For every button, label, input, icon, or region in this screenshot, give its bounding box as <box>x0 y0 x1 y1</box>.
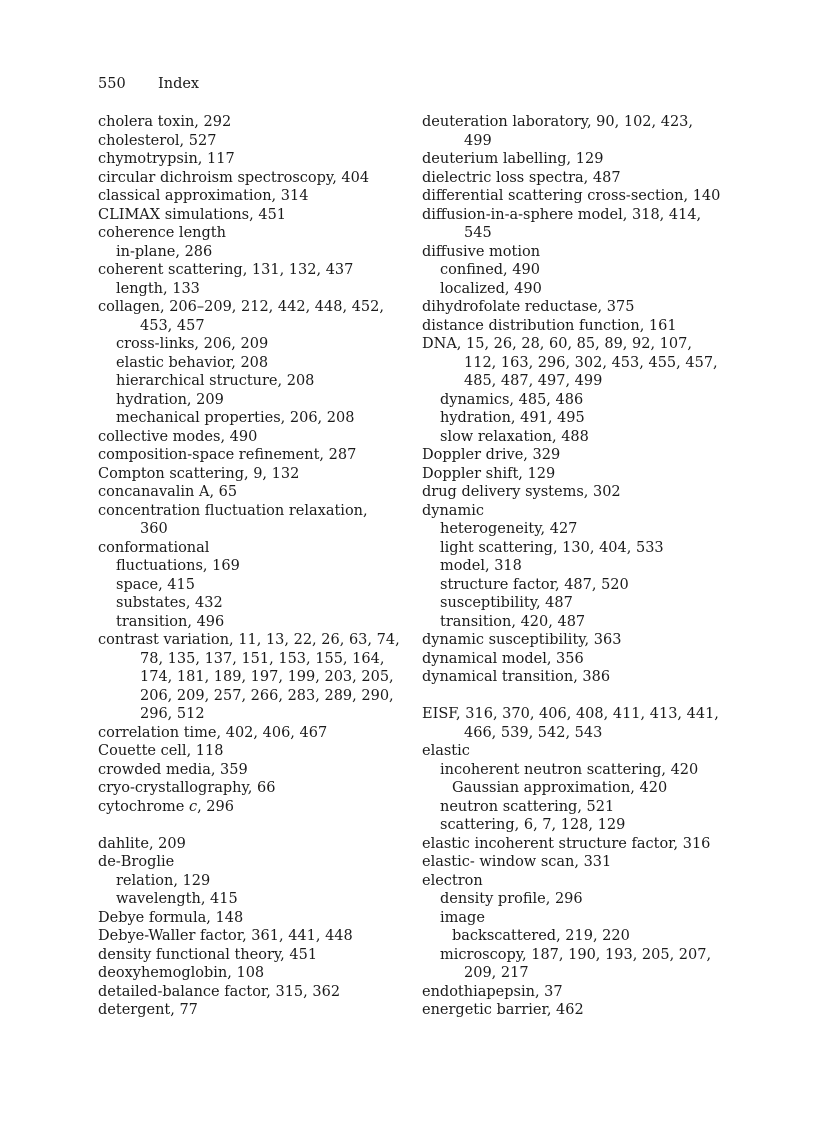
index-entry: CLIMAX simulations, 451 <box>98 206 287 223</box>
index-entry: detergent, 77 <box>98 1002 198 1018</box>
index-entry: diffusion-in-a-sphere model, 318, 414, <box>422 206 702 223</box>
index-subentry: slow relaxation, 488 <box>440 428 589 445</box>
index-entry: de-Broglie <box>98 854 175 870</box>
index-entry: dynamic susceptibility, 363 <box>422 632 622 648</box>
index-entry-continuation: 78, 135, 137, 151, 153, 155, 164, <box>140 650 385 667</box>
index-subentry: structure factor, 487, 520 <box>440 576 629 593</box>
running-title: Index <box>158 76 200 92</box>
index-entry: density functional theory, 451 <box>98 946 318 963</box>
index-subentry: model, 318 <box>440 558 522 574</box>
index-subentry: length, 133 <box>116 280 200 297</box>
index-entry: cryo-crystallography, 66 <box>98 780 276 796</box>
index-entry-continuation: 112, 163, 296, 302, 453, 455, 457, <box>464 354 718 371</box>
index-subentry: localized, 490 <box>440 280 542 297</box>
index-entry: EISF, 316, 370, 406, 408, 411, 413, 441, <box>422 706 719 722</box>
index-subentry: image <box>440 909 485 926</box>
index-subentry: susceptibility, 487 <box>440 595 573 611</box>
index-entry: dihydrofolate reductase, 375 <box>422 299 635 315</box>
index-subentry: mechanical properties, 206, 208 <box>116 410 355 426</box>
index-column-right <box>422 113 722 1020</box>
index-entry-continuation: 360 <box>140 521 168 537</box>
index-subentry: wavelength, 415 <box>116 891 238 907</box>
index-subentry: scattering, 6, 7, 128, 129 <box>440 817 626 833</box>
index-subentry: cross-links, 206, 209 <box>116 336 269 352</box>
index-subentry: confined, 490 <box>440 262 540 278</box>
index-subentry: backscattered, 219, 220 <box>452 928 630 944</box>
index-entry-continuation: 466, 539, 542, 543 <box>464 724 603 741</box>
index-entry: differential scattering cross-section, 140 <box>422 188 721 204</box>
index-entry: conformational <box>98 539 210 556</box>
index-entry-continuation: 485, 487, 497, 499 <box>464 373 603 389</box>
index-entry: DNA, 15, 26, 28, 60, 85, 89, 92, 107, <box>422 336 692 352</box>
index-entry: electron <box>422 872 483 889</box>
index-entry: deuterium labelling, 129 <box>422 151 604 167</box>
index-entry: classical approximation, 314 <box>98 188 309 204</box>
index-subentry: density profile, 296 <box>440 891 583 907</box>
index-entry: circular dichroism spectroscopy, 404 <box>98 169 370 186</box>
index-subentry: substates, 432 <box>116 595 223 611</box>
index-entry: concentration fluctuation relaxation, <box>98 502 368 519</box>
index-subentry: space, 415 <box>116 576 195 593</box>
index-entry: crowded media, 359 <box>98 761 248 778</box>
index-entry: correlation time, 402, 406, 467 <box>98 724 328 741</box>
index-subentry: hierarchical structure, 208 <box>116 373 315 389</box>
index-entry: Couette cell, 118 <box>98 743 224 759</box>
index-entry: chymotrypsin, 117 <box>98 151 235 167</box>
index-subentry: Gaussian approximation, 420 <box>452 780 668 796</box>
index-entry: Debye formula, 148 <box>98 909 244 926</box>
index-entry: dynamic <box>422 502 484 519</box>
index-entry-continuation: 499 <box>464 132 492 149</box>
index-entry: dahlite, 209 <box>98 835 186 852</box>
index-entry: diffusive motion <box>422 243 541 260</box>
index-entry-continuation: 453, 457 <box>140 317 205 334</box>
index-subentry: dynamics, 485, 486 <box>440 391 584 408</box>
index-entry: dynamical transition, 386 <box>422 669 611 685</box>
index-entry: collagen, 206–209, 212, 442, 448, 452, <box>98 299 384 315</box>
index-subentry: transition, 420, 487 <box>440 613 586 630</box>
index-subentry: incoherent neutron scattering, 420 <box>440 761 699 778</box>
index-entry: collective modes, 490 <box>98 428 258 445</box>
page-number: 550 <box>98 76 126 92</box>
index-entry: dielectric loss spectra, 487 <box>422 169 621 186</box>
index-subentry: microscopy, 187, 190, 193, 205, 207, <box>440 946 712 963</box>
index-entry-continuation: 174, 181, 189, 197, 199, 203, 205, <box>140 669 394 685</box>
index-subentry: hydration, 209 <box>116 391 224 408</box>
index-entry: elastic <box>422 743 470 759</box>
index-column-left <box>98 113 403 1020</box>
index-entry: Debye-Waller factor, 361, 441, 448 <box>98 928 353 944</box>
index-entry: composition-space refinement, 287 <box>98 447 357 463</box>
index-entry: deoxyhemoglobin, 108 <box>98 965 265 981</box>
index-entry: cytochrome c, 296 <box>98 798 234 815</box>
index-subentry: in-plane, 286 <box>116 243 213 260</box>
index-entry: deuteration laboratory, 90, 102, 423, <box>422 114 694 130</box>
index-entry-continuation: 545 <box>464 225 492 241</box>
running-header <box>98 75 199 94</box>
index-entry: drug delivery systems, 302 <box>422 484 621 500</box>
index-entry: contrast variation, 11, 13, 22, 26, 63, 74, <box>98 632 400 648</box>
index-entry: Doppler drive, 329 <box>422 447 561 463</box>
index-entry: dynamical model, 356 <box>422 650 584 667</box>
index-entry: elastic incoherent structure factor, 316 <box>422 835 711 852</box>
index-entry: cholesterol, 527 <box>98 132 217 149</box>
index-entry: endothiapepsin, 37 <box>422 983 563 1000</box>
index-entry: elastic- window scan, 331 <box>422 854 612 870</box>
index-entry: distance distribution function, 161 <box>422 317 677 334</box>
index-entry: cholera toxin, 292 <box>98 114 232 130</box>
index-entry: Compton scattering, 9, 132 <box>98 465 300 482</box>
index-entry: energetic barrier, 462 <box>422 1002 584 1018</box>
index-subentry: light scattering, 130, 404, 533 <box>440 539 664 556</box>
index-subentry: neutron scattering, 521 <box>440 798 615 815</box>
index-subentry: fluctuations, 169 <box>116 558 240 574</box>
index-entry: Doppler shift, 129 <box>422 465 556 482</box>
index-subentry: heterogeneity, 427 <box>440 521 578 537</box>
index-entry: coherent scattering, 131, 132, 437 <box>98 262 354 278</box>
index-subentry: relation, 129 <box>116 872 211 889</box>
index-entry: detailed-balance factor, 315, 362 <box>98 983 341 1000</box>
index-entry-continuation: 206, 209, 257, 266, 283, 289, 290, <box>140 687 394 704</box>
letter-group-gap <box>98 816 403 835</box>
index-subentry: hydration, 491, 495 <box>440 410 585 426</box>
index-entry-continuation: 209, 217 <box>464 965 529 981</box>
index-entry-continuation: 296, 512 <box>140 706 205 722</box>
index-subentry: elastic behavior, 208 <box>116 354 269 371</box>
letter-group-gap <box>422 687 722 706</box>
index-entry: coherence length <box>98 225 226 241</box>
index-entry: concanavalin A, 65 <box>98 484 238 500</box>
index-subentry: transition, 496 <box>116 613 225 630</box>
